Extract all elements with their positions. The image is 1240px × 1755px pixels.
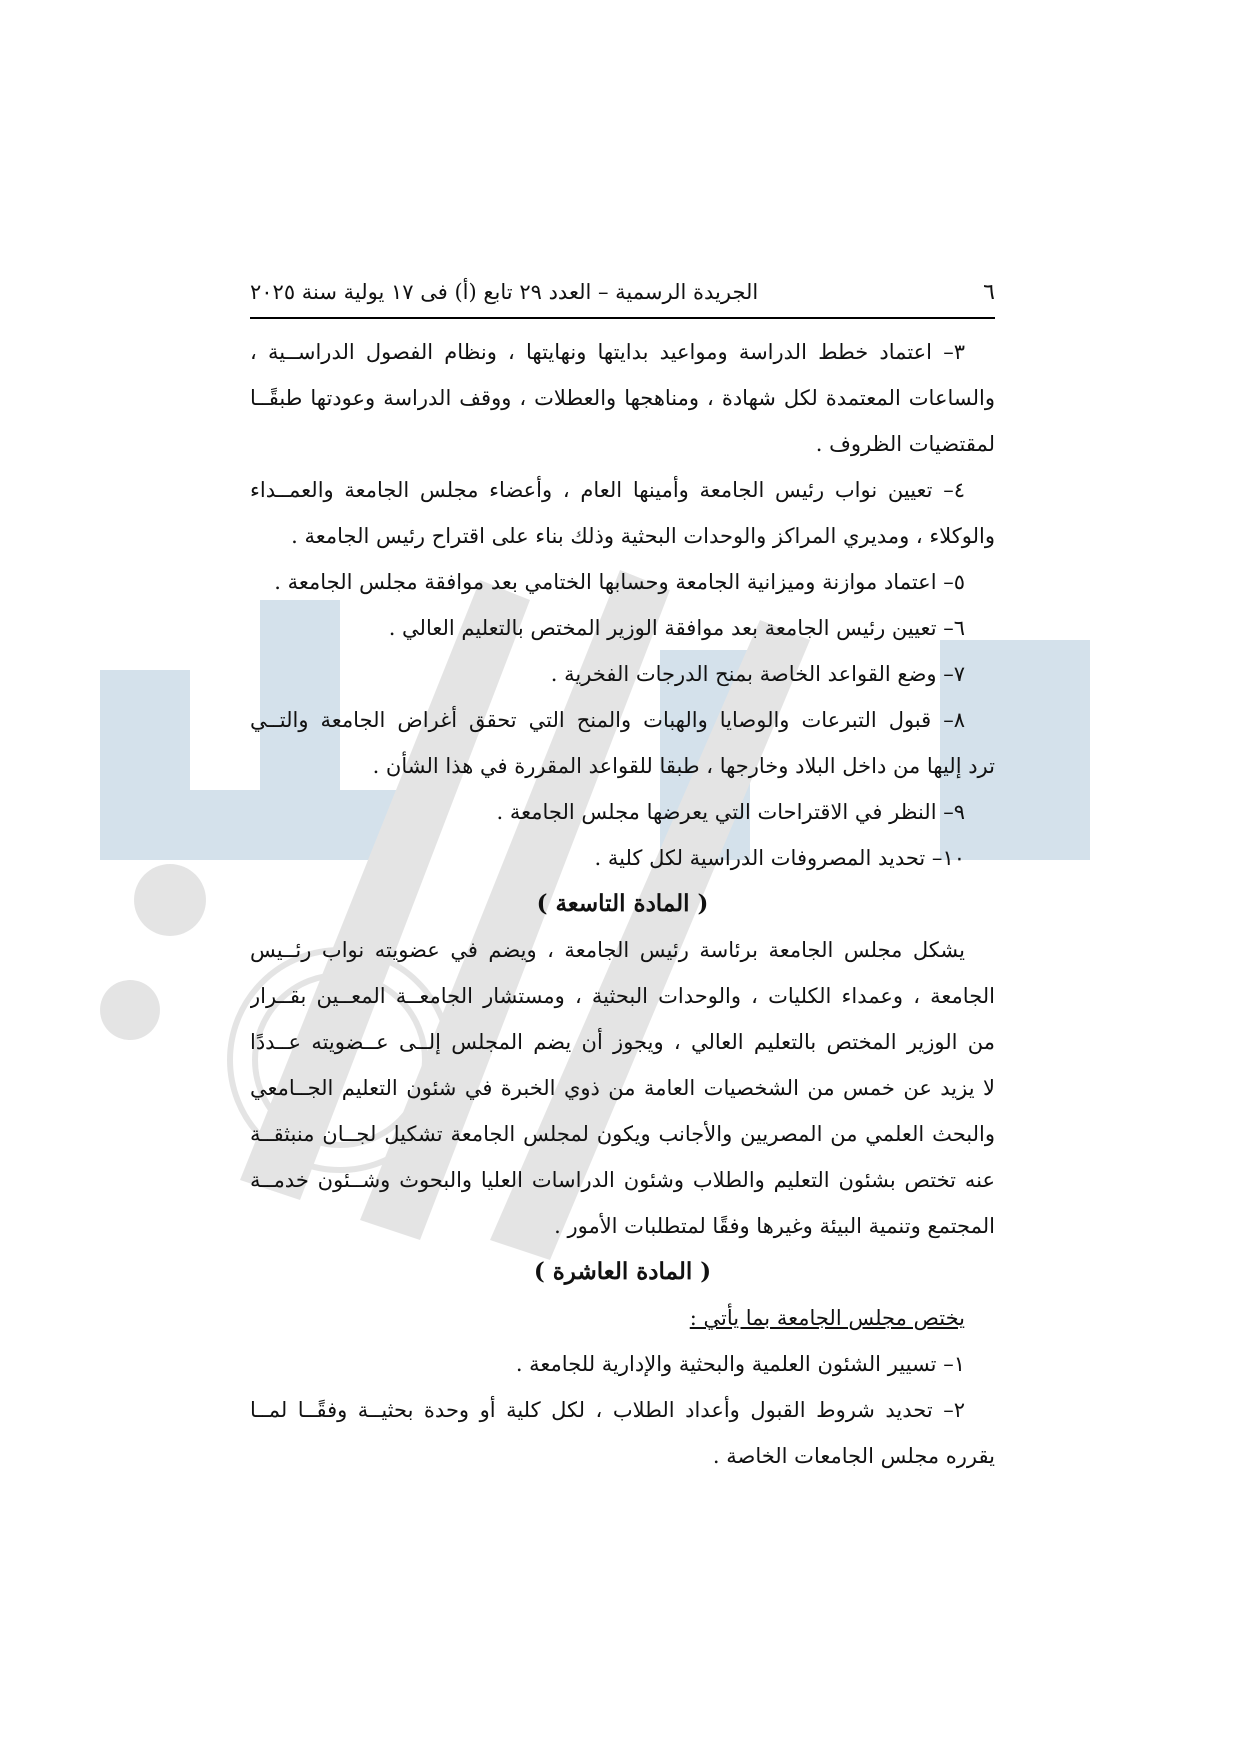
item-3-line-3: لمقتضيات الظروف . xyxy=(815,432,995,456)
item-10: ١٠– تحديد المصروفات الدراسية لكل كلية . xyxy=(594,846,965,870)
article-9-line-7: المجتمع وتنمية البيئة وغيرها وفقًا لمتطلبات الأمور . xyxy=(554,1214,995,1238)
item-6: ٦– تعيين رئيس الجامعة بعد موافقة الوزير المختص بالتعليم العالي . xyxy=(388,616,965,640)
article-9-line-5: والبحث العلمي من المصريين والأجانب ويكون لمجلس الجامعة تشكيل لجــان منبثقــة xyxy=(250,1122,995,1146)
page-header xyxy=(250,280,995,319)
page-body xyxy=(250,329,995,1479)
article-9-line-6: عنه تختص بشئون التعليم والطلاب وشئون الدراسات العليا والبحوث وشــئون خدمــة xyxy=(250,1168,995,1192)
article-10-intro xyxy=(250,1295,995,1341)
item-3-line-2: والساعات المعتمدة لكل شهادة ، ومناهجها والعطلات ، ووقف الدراسة وعودتها طبقًــا xyxy=(250,386,995,410)
article-9-heading: ( المادة التاسعة ) xyxy=(536,890,709,917)
item-7: ٧– وضع القواعد الخاصة بمنح الدرجات الفخرية . xyxy=(550,662,965,686)
article-9-line-4: لا يزيد عن خمس من الشخصيات العامة من ذوي الخبرة في شئون التعليم الجــامعي xyxy=(250,1076,995,1100)
article-9-line-1: يشكل مجلس الجامعة برئاسة رئيس الجامعة ، ويضم في عضويته نواب رئــيس xyxy=(250,938,965,962)
article-9-line-3: من الوزير المختص بالتعليم العالي ، ويجوز أن يضم المجلس إلــى عــضويته عــددًا xyxy=(250,1030,995,1054)
article-10-heading: ( المادة العاشرة ) xyxy=(533,1258,712,1285)
item-8-line-1: ٨– قبول التبرعات والوصايا والهبات والمنح التي تحقق أغراض الجامعة والتــي xyxy=(250,708,965,732)
article-10-intro-text: يختص مجلس الجامعة بما يأتي : xyxy=(689,1306,965,1330)
item-5: ٥– اعتماد موازنة وميزانية الجامعة وحسابها الختامي بعد موافقة مجلس الجامعة . xyxy=(274,570,965,594)
item-3-line-1: ٣– اعتماد خطط الدراسة ومواعيد بدايتها ونهايتها ، ونظام الفصول الدراســية ، xyxy=(250,340,965,364)
item-9: ٩– النظر في الاقتراحات التي يعرضها مجلس الجامعة . xyxy=(496,800,965,824)
item-4-line-1: ٤– تعيين نواب رئيس الجامعة وأمينها العام ، وأعضاء مجلس الجامعة والعمــداء xyxy=(250,478,965,502)
article-10-item-2-line-1: ٢– تحديد شروط القبول وأعداد الطلاب ، لكل كلية أو وحدة بحثيــة وفقًــا لمــا xyxy=(250,1398,965,1422)
gazette-page xyxy=(250,280,995,1479)
item-4-line-2: والوكلاء ، ومديري المراكز والوحدات البحثية وذلك بناء على اقتراح رئيس الجامعة . xyxy=(291,524,995,548)
article-10-item-2-line-2: يقرره مجلس الجامعات الخاصة . xyxy=(712,1444,995,1468)
article-9-line-2: الجامعة ، وعمداء الكليات ، والوحدات البحثية ، ومستشار الجامعــة المعــين بقــرار xyxy=(250,984,995,1008)
article-10-item-1: ١– تسيير الشئون العلمية والبحثية والإدارية للجامعة . xyxy=(515,1352,965,1376)
gazette-title: الجريدة الرسمية – العدد ٢٩ تابع (أ) فى ١٧ يولية سنة ٢٠٢٥ xyxy=(250,280,759,304)
item-8-line-2: ترد إليها من داخل البلاد وخارجها ، طبقا للقواعد المقررة في هذا الشأن . xyxy=(372,754,995,778)
page-number: ٦ xyxy=(983,280,995,305)
